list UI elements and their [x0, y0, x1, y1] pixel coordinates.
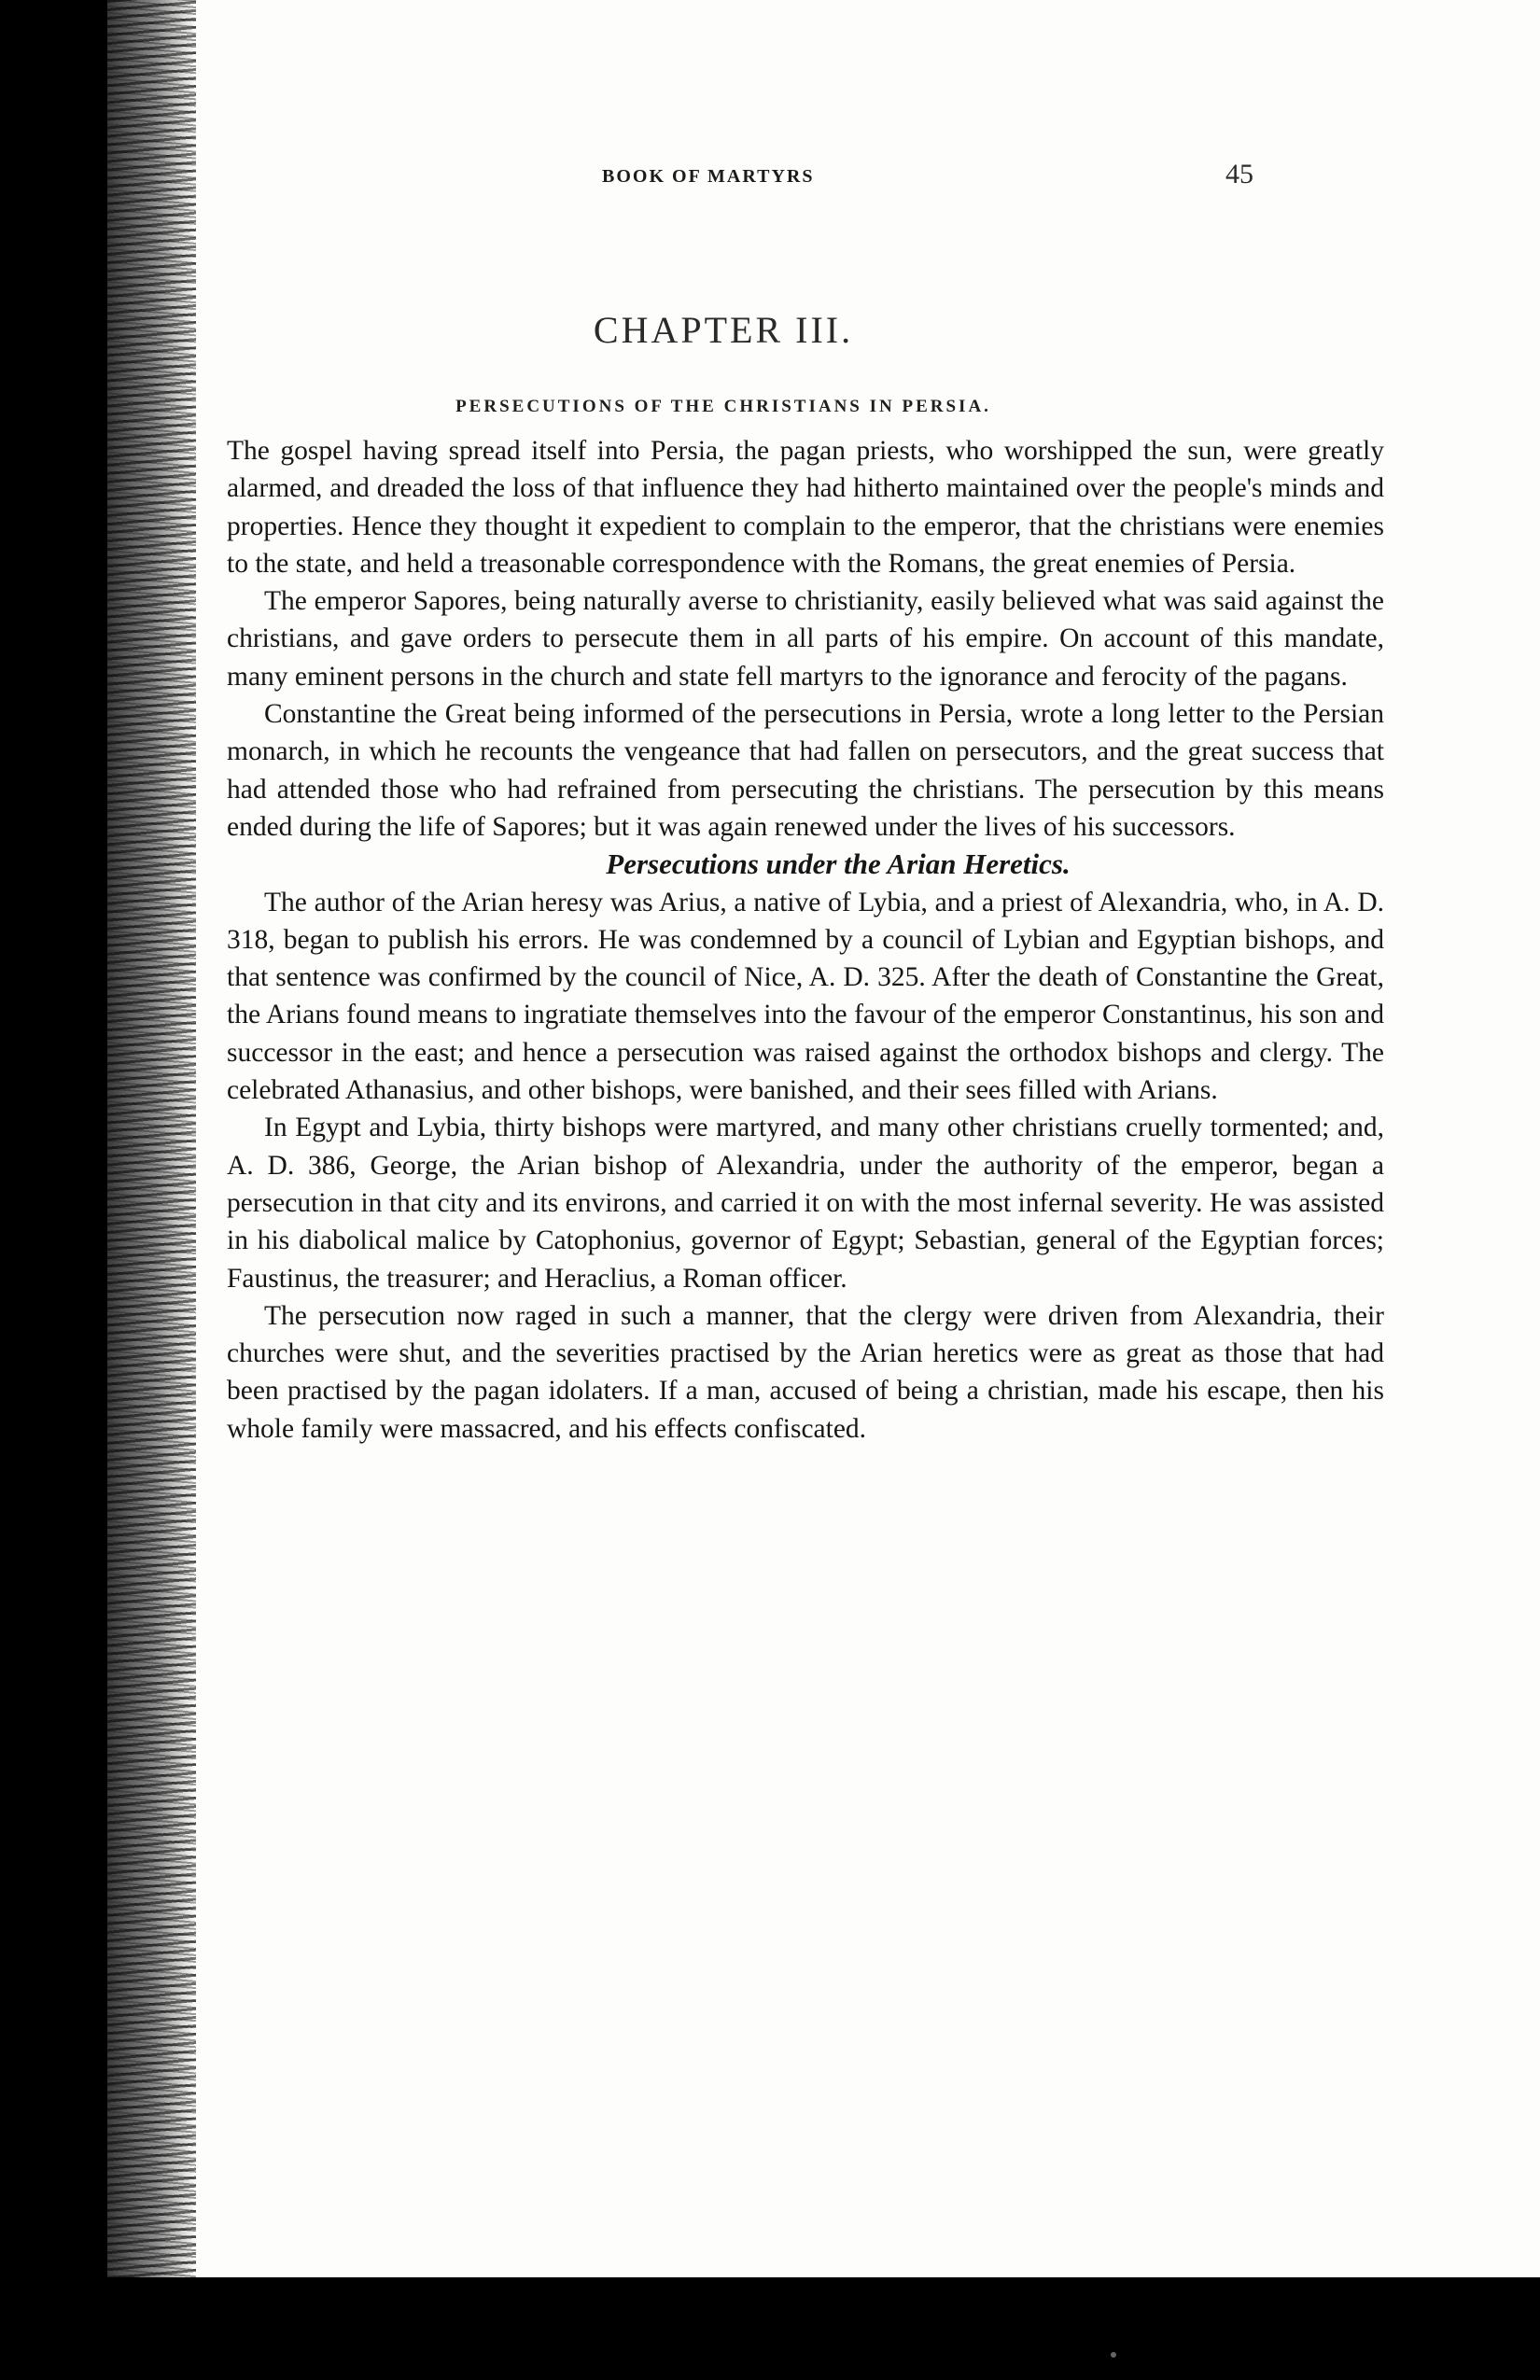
chapter-subtitle: PERSECUTIONS OF THE CHRISTIANS IN PERSIA. — [455, 397, 991, 416]
paragraph: The gospel having spread itself into Persia, the pagan priests, who worshipped the sun, were greatly alarmed, and dreaded the loss of that influence they had hitherto maintained over the people's minds and properties. Hence they thought it expedient to complain to the emperor, that the christians were enemies to the state, and held a treasonable correspondence with the Romans, the great enemies of Persia. — [227, 436, 1384, 579]
paragraph: The emperor Sapores, being naturally averse to christianity, easily believed what was said against the christians, and gave orders to persecute them in all parts of his empire. On account of this mandate, many eminent persons in the church and state fell martyrs to the ignorance and ferocity of the pagans. — [227, 586, 1384, 692]
page-number: 45 — [1225, 159, 1253, 189]
running-title: BOOK OF MARTYRS — [602, 166, 815, 187]
section-heading: Persecutions under the Arian Heretics. — [606, 847, 1071, 881]
scan-speck — [1111, 2352, 1116, 2358]
paragraph: Constantine the Great being informed of the persecutions in Persia, wrote a long letter to the Persian monarch, in which he recounts the vengeance that had fallen on persecutors, and the great success that had attended those who had refrained from persecuting the christians. The persecution by this means ended during the life of Sapores; but it was again renewed under the lives of his successors. — [227, 699, 1384, 842]
paragraph: The persecution now raged in such a manner, that the clergy were driven from Alexandria, their churches were shut, and the severities practised by the Arian heretics were as great as those that had been practised by the pagan idolaters. If a man, accused of being a christian, made his escape, then his whole family were massacred, and his effects confiscated. — [227, 1300, 1384, 1444]
scan-border — [107, 2277, 1540, 2380]
paragraph: In Egypt and Lybia, thirty bishops were martyred, and many other christians cruelly tormented; and, A. D. 386, George, the Arian bishop of Alexandria, under the authority of the emperor, began a persecution in that city and its environs, and carried it on with the most infernal severity. He was assisted in his diabolical malice by Catophonius, governor of Egypt; Sebastian, general of the Egyptian forces; Faustinus, the treasurer; and Heraclius, a Roman officer. — [227, 1113, 1384, 1294]
body-text — [227, 432, 1384, 1448]
paragraph: The author of the Arian heresy was Arius, a native of Lybia, and a priest of Alexandria, who, in A. D. 318, began to publish his errors. He was condemned by a council of Lybian and Egyptian bishops, and that sentence was confirmed by the council of Nice, A. D. 325. After the death of Constantine the Great, the Arians found means to ingratiate themselves into the favour of the emperor Constantinus, his son and successor in the east; and hence a persecution was raised against the orthodox bishops and clergy. The celebrated Athanasius, and other bishops, were banished, and their sees filled with Arians. — [227, 887, 1384, 1106]
running-header — [107, 159, 1540, 203]
book-page — [107, 0, 1540, 2277]
chapter-title: CHAPTER III. — [593, 309, 854, 351]
